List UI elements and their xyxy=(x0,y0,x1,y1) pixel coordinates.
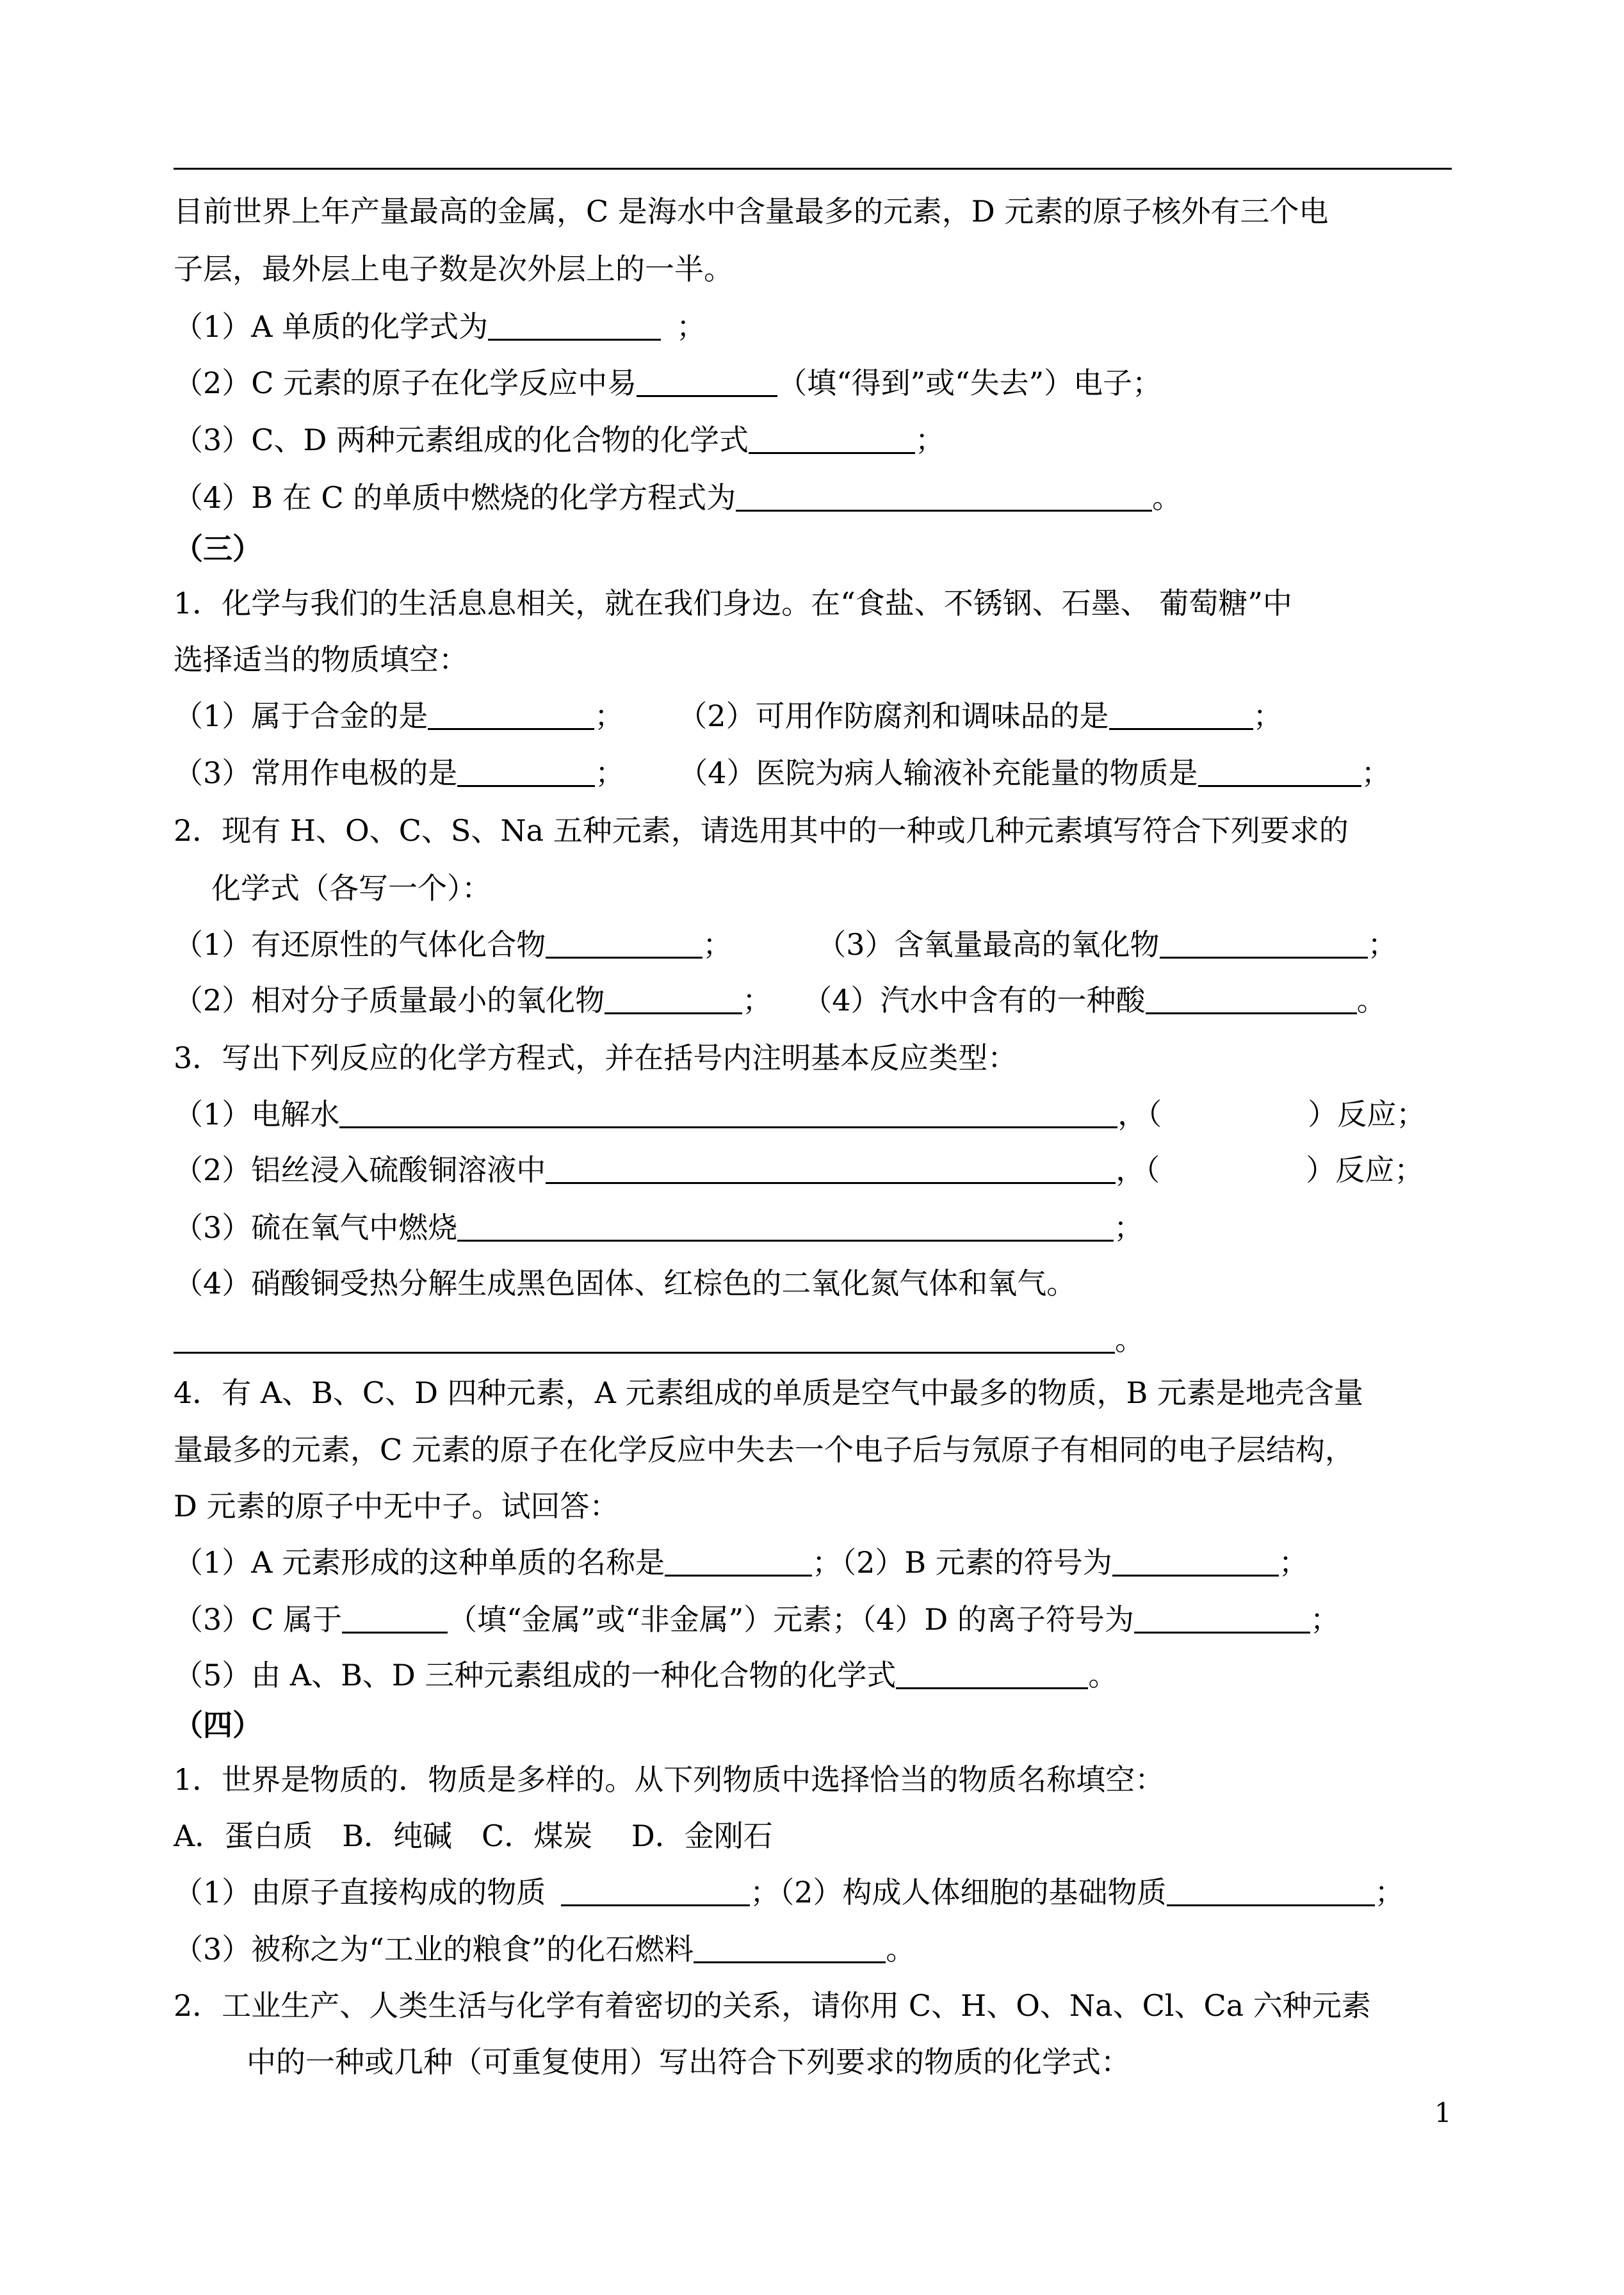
text: 4．有 A、B、C、D 四种元素，A 元素组成的单质是空气中最多的物质，B 元素是地壳含量 xyxy=(174,1375,1363,1410)
question-line xyxy=(174,471,1181,524)
text: （5）由 A、B、D 三种元素组成的一种化合物的化学式 xyxy=(174,1658,897,1692)
text: （1）由原子直接构成的物质 xyxy=(174,1875,546,1910)
text: 化学式（各写一个）： xyxy=(211,871,491,905)
text: （1）电解水 xyxy=(174,1097,340,1131)
text: ； xyxy=(702,927,733,962)
text-line xyxy=(211,861,491,915)
question-line xyxy=(174,689,1283,743)
text: 。 xyxy=(1115,1322,1144,1357)
answer-blank[interactable] xyxy=(1109,695,1253,730)
text: （2）相对分子质量最小的氧化物 xyxy=(174,983,605,1018)
text-line xyxy=(174,804,1349,857)
text: ；（2）构成人体细胞的基础物质 xyxy=(750,1875,1167,1910)
text: ； xyxy=(1361,756,1391,790)
text-line xyxy=(174,633,468,686)
question-line xyxy=(174,1536,1308,1589)
text: 1．世界是物质的．物质是多样的。从下列物质中选择恰当的物质名称填空： xyxy=(174,1762,1165,1797)
text-line xyxy=(174,1031,1017,1085)
text-line xyxy=(247,2035,1130,2089)
answer-blank[interactable] xyxy=(665,1541,812,1577)
text: 3．写出下列反应的化学方程式，并在括号内注明基本反应类型： xyxy=(174,1041,1018,1075)
text: （4）B 在 C 的单质中燃烧的化学方程式为 xyxy=(174,480,736,515)
text: （3）被称之为“工业的粮食”的化石燃料 xyxy=(174,1932,694,1967)
text: ）反应； xyxy=(1308,1097,1426,1131)
text: ； xyxy=(1367,927,1397,962)
text: （3）含氧量最高的氧化物 xyxy=(816,927,1160,962)
text: （4）硝酸铜受热分解生成黑色固体、红棕色的二氧化氮气体和氧气。 xyxy=(174,1266,1076,1301)
text: （2）铝丝浸入硫酸铜溶液中 xyxy=(174,1153,546,1187)
answer-blank[interactable] xyxy=(342,1598,448,1634)
heading-text: （三） xyxy=(174,531,262,566)
text-line xyxy=(174,1256,1076,1310)
question-line xyxy=(174,1201,1143,1254)
answer-blank[interactable] xyxy=(694,1928,886,1963)
question-line xyxy=(174,300,706,353)
text-line xyxy=(174,576,1292,630)
text: （2）C 元素的原子在化学反应中易 xyxy=(174,366,637,400)
text: （3）硫在氧气中燃烧 xyxy=(174,1210,458,1245)
question-line xyxy=(174,1648,1117,1702)
text: ； xyxy=(1253,699,1283,733)
text: 量最多的元素，C 元素的原子在化学反应中失去一个电子后与氖原子有相同的电子层结构， xyxy=(174,1432,1354,1467)
answer-blank[interactable] xyxy=(561,1871,750,1906)
answer-blank[interactable] xyxy=(488,305,661,341)
text: ； xyxy=(595,756,625,790)
header-rule xyxy=(174,168,1452,170)
text-line xyxy=(174,184,1328,238)
question-line xyxy=(174,1087,1425,1141)
text: 。 xyxy=(1152,480,1182,515)
question-line xyxy=(174,1865,1404,1919)
text: ，（ xyxy=(1116,1153,1160,1187)
answer-blank[interactable] xyxy=(736,476,1152,512)
text: ； xyxy=(742,983,772,1018)
text: （填“得到”或“失去”）电子； xyxy=(777,366,1162,400)
answer-blank[interactable] xyxy=(637,362,777,397)
section-heading xyxy=(174,522,262,576)
question-line xyxy=(174,918,1397,971)
text: 子层，最外层上电子数是次外层上的一半。 xyxy=(174,252,733,286)
text: （3）C、D 两种元素组成的化合物的化学式 xyxy=(174,423,749,457)
text: D 元素的原子中无中子。试回答： xyxy=(174,1489,619,1523)
text: ； xyxy=(594,699,624,733)
text: （1）A 元素形成的这种单质的名称是 xyxy=(174,1545,665,1580)
text-line xyxy=(174,242,733,296)
question-line xyxy=(174,973,1386,1027)
question-line xyxy=(174,746,1391,800)
answer-blank[interactable] xyxy=(546,1149,1116,1184)
text: （4）医院为病人输液补充能量的物质是 xyxy=(678,756,1198,790)
text: 选择适当的物质填空： xyxy=(174,642,468,677)
text: ； xyxy=(1278,1545,1308,1580)
question-line xyxy=(174,356,1162,410)
text: 1．化学与我们的生活息息相关，就在我们身边。在“食盐、不锈钢、石墨、 葡萄糖”中 xyxy=(174,586,1292,620)
text: 2．工业生产、人类生活与化学有着密切的关系，请你用 C、H、O、Na、Cl、Ca 六种元素 xyxy=(174,1988,1371,2023)
heading-text: （四） xyxy=(174,1708,262,1742)
answer-blank[interactable] xyxy=(457,752,595,787)
text: ； xyxy=(1374,1875,1404,1910)
answer-blank[interactable] xyxy=(546,923,702,959)
text: ； xyxy=(1114,1210,1144,1245)
text: ；（2）B 元素的符号为 xyxy=(812,1545,1112,1580)
text: （1）A 单质的化学式为 xyxy=(174,309,489,344)
text: （填“金属”或“非金属”）元素；（4）D 的离子符号为 xyxy=(448,1602,1134,1637)
answer-blank[interactable] xyxy=(1112,1541,1279,1577)
text: ，（ xyxy=(1117,1097,1162,1131)
answer-blank[interactable] xyxy=(749,419,915,454)
text: 。 xyxy=(1356,983,1386,1018)
text: （1）有还原性的气体化合物 xyxy=(174,927,546,962)
page-number: 1 xyxy=(1434,2097,1452,2129)
answer-blank[interactable] xyxy=(1134,1598,1310,1634)
answer-blank[interactable] xyxy=(428,695,594,730)
text-line xyxy=(174,1753,1164,1806)
text: 目前世界上年产量最高的金属，C 是海水中含量最多的元素，D 元素的原子核外有三个电 xyxy=(174,194,1329,229)
text: （3）常用作电极的是 xyxy=(174,756,458,790)
section-heading xyxy=(174,1698,262,1752)
text: ； xyxy=(914,423,945,457)
answer-blank[interactable] xyxy=(1198,752,1361,787)
answer-blank[interactable] xyxy=(1167,1871,1375,1906)
text-line xyxy=(174,1423,1354,1477)
answer-blank[interactable] xyxy=(605,979,742,1014)
text: ）反应； xyxy=(1306,1153,1424,1187)
answer-blank[interactable] xyxy=(1146,979,1357,1014)
answer-blank[interactable] xyxy=(457,1206,1114,1242)
answer-blank[interactable] xyxy=(339,1093,1117,1128)
text: 2．现有 H、O、C、S、Na 五种元素，请选用其中的一种或几种元素填写符合下列要求的 xyxy=(174,813,1349,848)
text-line xyxy=(174,1809,773,1863)
text: （1）属于合金的是 xyxy=(174,699,428,733)
text: 。 xyxy=(1088,1658,1118,1692)
question-line xyxy=(174,413,945,467)
text: ； xyxy=(676,309,706,344)
text-line xyxy=(174,1366,1363,1420)
answer-blank[interactable] xyxy=(896,1654,1088,1689)
question-line xyxy=(174,1593,1340,1646)
text: （2）可用作防腐剂和调味品的是 xyxy=(678,699,1109,733)
question-line xyxy=(174,1143,1424,1197)
text: A．蛋白质 B．纯碱 C．煤炭 D．金刚石 xyxy=(174,1819,773,1853)
text: （4）汽水中含有的一种酸 xyxy=(802,983,1146,1018)
text: 中的一种或几种（可重复使用）写出符合下列要求的物质的化学式： xyxy=(247,2045,1130,2079)
text: 。 xyxy=(886,1932,916,1967)
answer-blank[interactable] xyxy=(174,1318,1115,1354)
text-line xyxy=(174,1479,619,1533)
question-line xyxy=(174,1922,915,1976)
text: ； xyxy=(1310,1602,1340,1637)
text: （3）C 属于 xyxy=(174,1602,343,1637)
question-line xyxy=(174,1313,1144,1366)
text-line xyxy=(174,1979,1371,2032)
answer-blank[interactable] xyxy=(1160,923,1368,959)
